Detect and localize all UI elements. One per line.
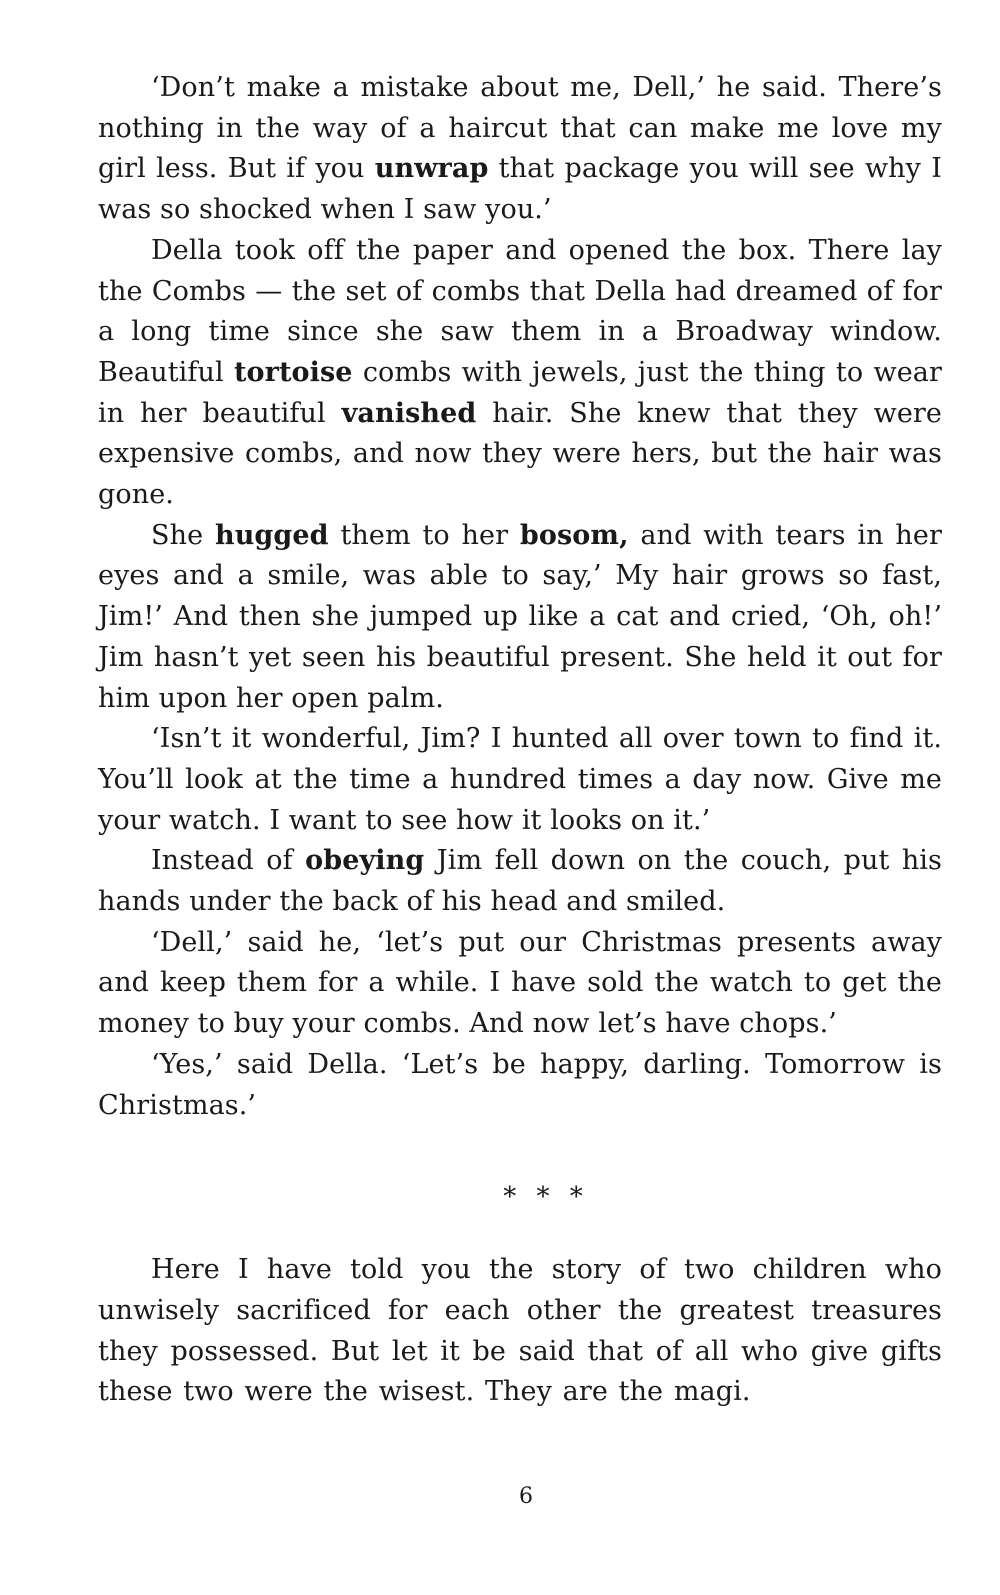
story-paragraph (98, 516, 942, 720)
story-text (98, 68, 942, 1126)
paragraph-text: and with tears in her eyes and a smile, was able to say,’ My hair grows so fast, Jim!’ And then she jumped up like a cat and cried, ‘Oh, oh!’ Jim hasn’t yet seen his beautiful present. She held it out for him upon her open palm. (98, 519, 942, 714)
vocabulary-word: bosom, (519, 519, 629, 551)
story-paragraph (98, 68, 942, 231)
paragraph-text: combs with jewels, just the thing to wear in her beautiful (98, 356, 942, 429)
story-paragraph (98, 841, 942, 922)
paragraph-text: ‘Don’t make a mistake about me, Dell,’ he said. There’s nothing in the way of a haircut that can make me love my girl less. But if you (98, 72, 942, 185)
vocabulary-word: unwrap (374, 153, 489, 185)
paragraph-text: ‘Dell,’ said he, ‘let’s put our Christmas presents away and keep them for a while. I have sold the watch to get the money to buy your combs. And now let’s have chops.’ (98, 926, 942, 1040)
vocabulary-word: tortoise (233, 356, 353, 388)
paragraph-text: them to her (328, 519, 520, 551)
paragraph-text: hair. She knew that they were expensive combs, and now they were hers, but the hair was gone. (98, 397, 943, 511)
page-number: 6 (519, 1484, 533, 1509)
story-paragraph (98, 719, 942, 841)
vocabulary-word: obeying (305, 845, 425, 877)
page-body (98, 68, 942, 1413)
paragraph-text: that package you will see why I was so shocked when I saw you.’ (98, 153, 942, 226)
closing-paragraph: Here I have told you the story of two children who unwisely sacrificed for each other the greatest treasures they possessed. But let it be said that of all who give gifts these two were the wisest. They are the magi. (98, 1254, 942, 1408)
paragraph-text: Jim fell down on the couch, put his hands under the back of his head and smiled. (98, 845, 942, 918)
vocabulary-word: hugged (214, 519, 329, 551)
paragraph-text: She (151, 519, 215, 551)
paragraph-text: Della took off the paper and opened the box. There lay the Combs — the set of combs that Della had dreamed of for a long time since she saw them in a Broadway window. Beautiful (98, 234, 942, 388)
paragraph-text: ‘Isn’t it wonderful, Jim? I hunted all over town to find it. You’ll look at the time a hundred times a day now. Give me your watch. I want to see how it looks on it.’ (98, 723, 942, 836)
paragraph-text: Instead of (151, 845, 306, 877)
story-paragraph (98, 923, 942, 1045)
paragraph-text: ‘Yes,’ said Della. ‘Let’s be happy, darling. Tomorrow is Christmas.’ (98, 1048, 942, 1121)
section-divider: * * * (503, 1182, 589, 1213)
vocabulary-word: vanished (341, 397, 477, 429)
story-paragraph (98, 1045, 942, 1126)
story-paragraph (98, 231, 942, 516)
